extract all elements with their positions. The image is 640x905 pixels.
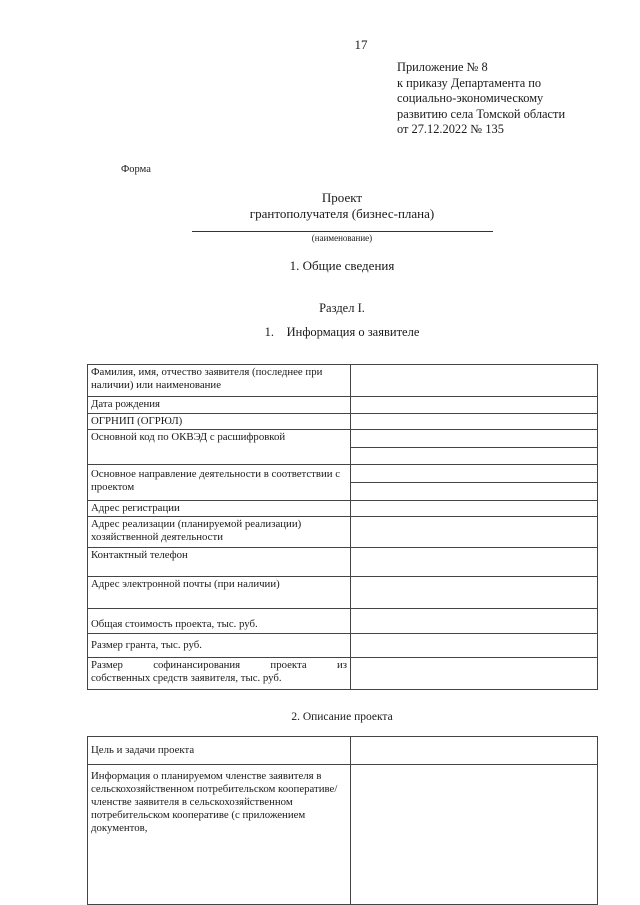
row-label-impl-address: Адрес реализации (планируемой реализации) хозяйственной деятельности [88, 517, 351, 548]
row-label-birth-date: Дата рождения [88, 397, 351, 414]
appendix-line: Приложение № 8 [397, 60, 488, 74]
goals-field[interactable] [351, 737, 598, 765]
cofin-word: проекта [270, 659, 307, 671]
cofin-word: софинансирования [153, 659, 241, 671]
cofin-word: Размер [91, 659, 123, 671]
appendix-line: социально-экономическому [397, 91, 544, 105]
row-label-cofinancing [88, 658, 351, 690]
row-label-phone: Контактный телефон [88, 548, 351, 577]
section-one-title: Раздел I. [319, 301, 365, 315]
ogrnip-field[interactable] [351, 414, 598, 430]
form-label: Форма [121, 164, 151, 175]
row-label-ogrnip: ОГРНИП (ОГРЮЛ) [88, 414, 351, 430]
appendix-line: к приказу Департамента по [397, 75, 542, 90]
impl-address-field[interactable] [351, 517, 598, 548]
subsection-text: Информация о заявителе [286, 325, 420, 339]
email-field[interactable] [351, 577, 598, 609]
appendix-header [397, 60, 627, 138]
row-label-goals: Цель и задачи проекта [88, 737, 351, 765]
row-label-grant-size: Размер гранта, тыс. руб. [88, 634, 351, 658]
appendix-line: от 27.12.2022 № 135 [397, 122, 504, 136]
row-label-main-direction: Основное направление деятельности в соответствии с проектом [88, 465, 351, 501]
main-direction-field-part[interactable] [351, 465, 597, 482]
okved-field-part[interactable] [351, 447, 597, 465]
cofinancing-field[interactable] [351, 658, 598, 690]
appendix-line: развитию села Томской области [397, 106, 566, 121]
subsection-info-title [0, 325, 640, 340]
membership-field[interactable] [351, 765, 598, 905]
row-label-total-cost: Общая стоимость проекта, тыс. руб. [88, 609, 351, 634]
row-label-membership: Информация о планируемом членстве заявителя в сельскохозяйственном потребительском кооперативе/членстве заявителя в сельскохозяйственном потребительском кооперативе (с приложением документов, [88, 765, 351, 905]
phone-field[interactable] [351, 548, 598, 577]
row-label-reg-address: Адрес регистрации [88, 501, 351, 517]
birth-date-field[interactable] [351, 397, 598, 414]
project-title-line1: Проект [321, 190, 363, 205]
row-label-email: Адрес электронной почты (при наличии) [88, 577, 351, 609]
project-title [0, 190, 640, 221]
reg-address-field[interactable] [351, 501, 598, 517]
name-caption: (наименование) [311, 233, 373, 243]
section-general-title: 1. Общие сведения [289, 258, 395, 273]
full-name-field[interactable] [351, 365, 598, 397]
name-underline[interactable] [192, 231, 493, 232]
okved-field[interactable] [351, 430, 598, 465]
total-cost-field[interactable] [351, 609, 598, 634]
section-description-title: 2. Описание проекта [291, 711, 393, 723]
subsection-number: 1. [264, 325, 274, 339]
row-label-okved: Основной код по ОКВЭД с расшифровкой [88, 430, 351, 465]
project-description-table [87, 736, 598, 905]
cofin-line2: собственных средств заявителя, тыс. руб. [91, 672, 282, 684]
applicant-info-table [87, 364, 598, 690]
main-direction-field[interactable] [351, 465, 598, 501]
cofin-word: из [336, 659, 347, 671]
okved-field-part[interactable] [351, 430, 597, 447]
project-title-line2: грантополучателя (бизнес-плана) [249, 205, 435, 221]
main-direction-field-part[interactable] [351, 482, 597, 500]
grant-size-field[interactable] [351, 634, 598, 658]
page-number: 17 [354, 37, 368, 52]
row-label-full-name: Фамилия, имя, отчество заявителя (последнее при наличии) или наименование [88, 365, 351, 397]
